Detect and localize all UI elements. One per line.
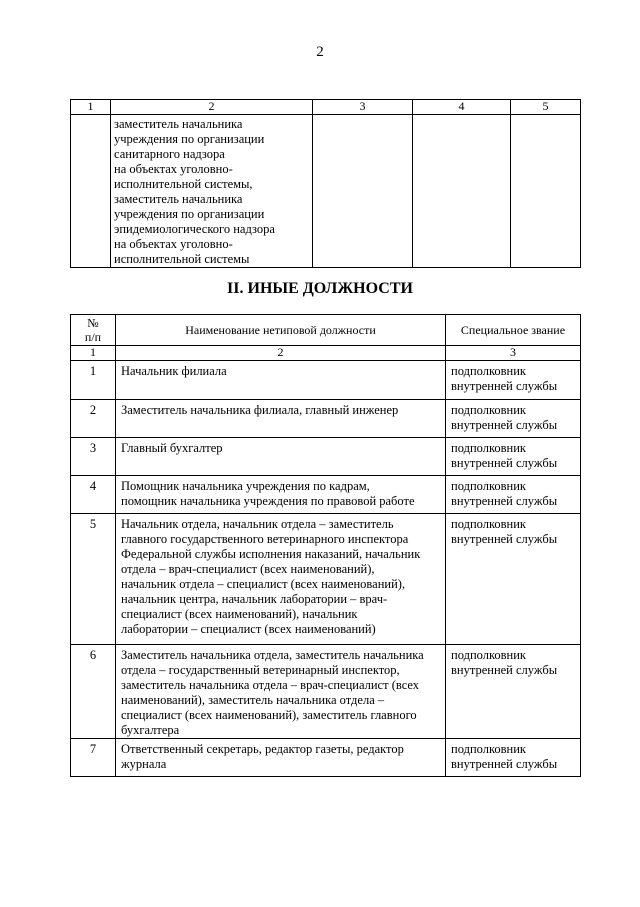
- special-rank-line: внутренней службы: [451, 456, 558, 470]
- header-special-rank: Специальное звание: [446, 315, 581, 346]
- header-position-name: Наименование нетиповой должности: [116, 315, 446, 346]
- table-cell: [313, 115, 413, 268]
- position-text-line: заместитель начальника: [114, 117, 243, 131]
- header-number: [71, 315, 116, 346]
- special-rank-line: внутренней службы: [451, 418, 558, 432]
- table-cell: [511, 115, 581, 268]
- row-number: 2: [71, 400, 116, 438]
- position-name-line: Начальник филиала: [121, 364, 227, 378]
- position-name-line: лаборатории – специалист (всех наименований): [121, 622, 376, 636]
- special-rank-line: подполковник: [451, 517, 526, 531]
- position-name: [116, 438, 446, 476]
- position-text: [111, 115, 312, 267]
- position-name: [116, 514, 446, 645]
- position-name-line: отдела – государственный ветеринарный инспектор,: [121, 663, 400, 677]
- position-text-line: эпидемиологического надзора: [114, 222, 275, 236]
- special-rank-line: подполковник: [451, 441, 526, 455]
- column-number: 3: [446, 346, 581, 361]
- table-header-row: [71, 315, 581, 346]
- header-no-abbrev: п/п: [84, 330, 102, 344]
- position-name-line: начальник отдела – специалист (всех наименований),: [121, 577, 406, 591]
- position-text-line: исполнительной системы,: [114, 177, 253, 191]
- position-name-line: специалист (всех наименований), заместитель главного: [121, 708, 417, 722]
- special-rank-line: внутренней службы: [451, 757, 558, 771]
- special-rank: [446, 514, 581, 645]
- row-number: 4: [71, 476, 116, 514]
- special-rank: [446, 400, 581, 438]
- section-title: II. ИНЫЕ ДОЛЖНОСТИ: [227, 280, 413, 297]
- special-rank-line: подполковник: [451, 648, 526, 662]
- row-number: 5: [71, 514, 116, 645]
- row-number: 1: [71, 361, 116, 400]
- position-cell: [111, 115, 313, 268]
- table-row: [71, 645, 581, 739]
- column-number: 1: [71, 100, 111, 115]
- row-number: 7: [71, 739, 116, 777]
- position-text-line: на объектах уголовно-: [114, 237, 233, 251]
- positions-table: [70, 314, 581, 777]
- special-rank: [446, 739, 581, 777]
- position-name-line: бухгалтера: [121, 723, 180, 737]
- special-rank-line: подполковник: [451, 479, 526, 493]
- table-row: [71, 739, 581, 777]
- position-name: [116, 361, 446, 400]
- position-name-line: Начальник отдела, начальник отдела – заместитель: [121, 517, 394, 531]
- position-name-line: Помощник начальника учреждения по кадрам,: [121, 479, 370, 493]
- special-rank-line: внутренней службы: [451, 532, 558, 546]
- position-text-line: санитарного надзора: [114, 147, 225, 161]
- position-name-line: начальник центра, начальник лаборатории – врач-: [121, 592, 388, 606]
- position-text-line: учреждения по организации: [114, 132, 265, 146]
- special-rank: [446, 476, 581, 514]
- table-row: [71, 400, 581, 438]
- position-name: [116, 476, 446, 514]
- table-cell: [71, 115, 111, 268]
- column-number: 2: [116, 346, 446, 361]
- position-text-line: исполнительной системы: [114, 252, 250, 266]
- position-name: [116, 645, 446, 739]
- position-text-line: учреждения по организации: [114, 207, 265, 221]
- column-number: 4: [413, 100, 511, 115]
- table-row: [71, 115, 581, 268]
- column-number: 2: [111, 100, 313, 115]
- positions-table-body: [71, 361, 581, 777]
- position-name-line: Заместитель начальника филиала, главный инженер: [121, 403, 399, 417]
- table-row: [71, 361, 581, 400]
- position-name: [116, 739, 446, 777]
- table-row: [71, 476, 581, 514]
- column-number: 5: [511, 100, 581, 115]
- position-name-line: Федеральной службы исполнения наказаний, начальник: [121, 547, 421, 561]
- continuation-table: [70, 99, 581, 268]
- special-rank: [446, 645, 581, 739]
- special-rank: [446, 438, 581, 476]
- table-row: [71, 514, 581, 645]
- special-rank-line: внутренней службы: [451, 494, 558, 508]
- column-numbers-row: [71, 346, 581, 361]
- column-number: 1: [71, 346, 116, 361]
- position-name-line: наименований), заместитель начальника отдела –: [121, 693, 385, 707]
- position-text-line: на объектах уголовно-: [114, 162, 233, 176]
- special-rank-line: подполковник: [451, 364, 526, 378]
- special-rank: [446, 361, 581, 400]
- page-number: 2: [316, 44, 324, 60]
- position-name-line: Главный бухгалтер: [121, 441, 223, 455]
- position-name-line: отдела – врач-специалист (всех наименований),: [121, 562, 375, 576]
- special-rank-line: внутренней службы: [451, 663, 558, 677]
- position-name-line: Заместитель начальника отдела, заместитель начальника: [121, 648, 424, 662]
- position-name-line: Ответственный секретарь, редактор газеты, редактор: [121, 742, 404, 756]
- row-number: 3: [71, 438, 116, 476]
- table-header-row: [71, 100, 581, 115]
- position-name-line: специалист (всех наименований), начальник: [121, 607, 358, 621]
- position-name-line: журнала: [121, 757, 167, 771]
- special-rank-line: внутренней службы: [451, 379, 558, 393]
- column-number: 3: [313, 100, 413, 115]
- position-text-line: заместитель начальника: [114, 192, 243, 206]
- special-rank-line: подполковник: [451, 403, 526, 417]
- table-row: [71, 438, 581, 476]
- position-name-line: помощник начальника учреждения по правовой работе: [121, 494, 415, 508]
- row-number: 6: [71, 645, 116, 739]
- header-no-symbol: №: [87, 316, 99, 330]
- special-rank-line: подполковник: [451, 742, 526, 756]
- table-cell: [413, 115, 511, 268]
- position-name-line: главного государственного ветеринарного инспектора: [121, 532, 409, 546]
- position-name: [116, 400, 446, 438]
- position-name-line: заместитель начальника отдела – врач-специалист (всех: [121, 678, 420, 692]
